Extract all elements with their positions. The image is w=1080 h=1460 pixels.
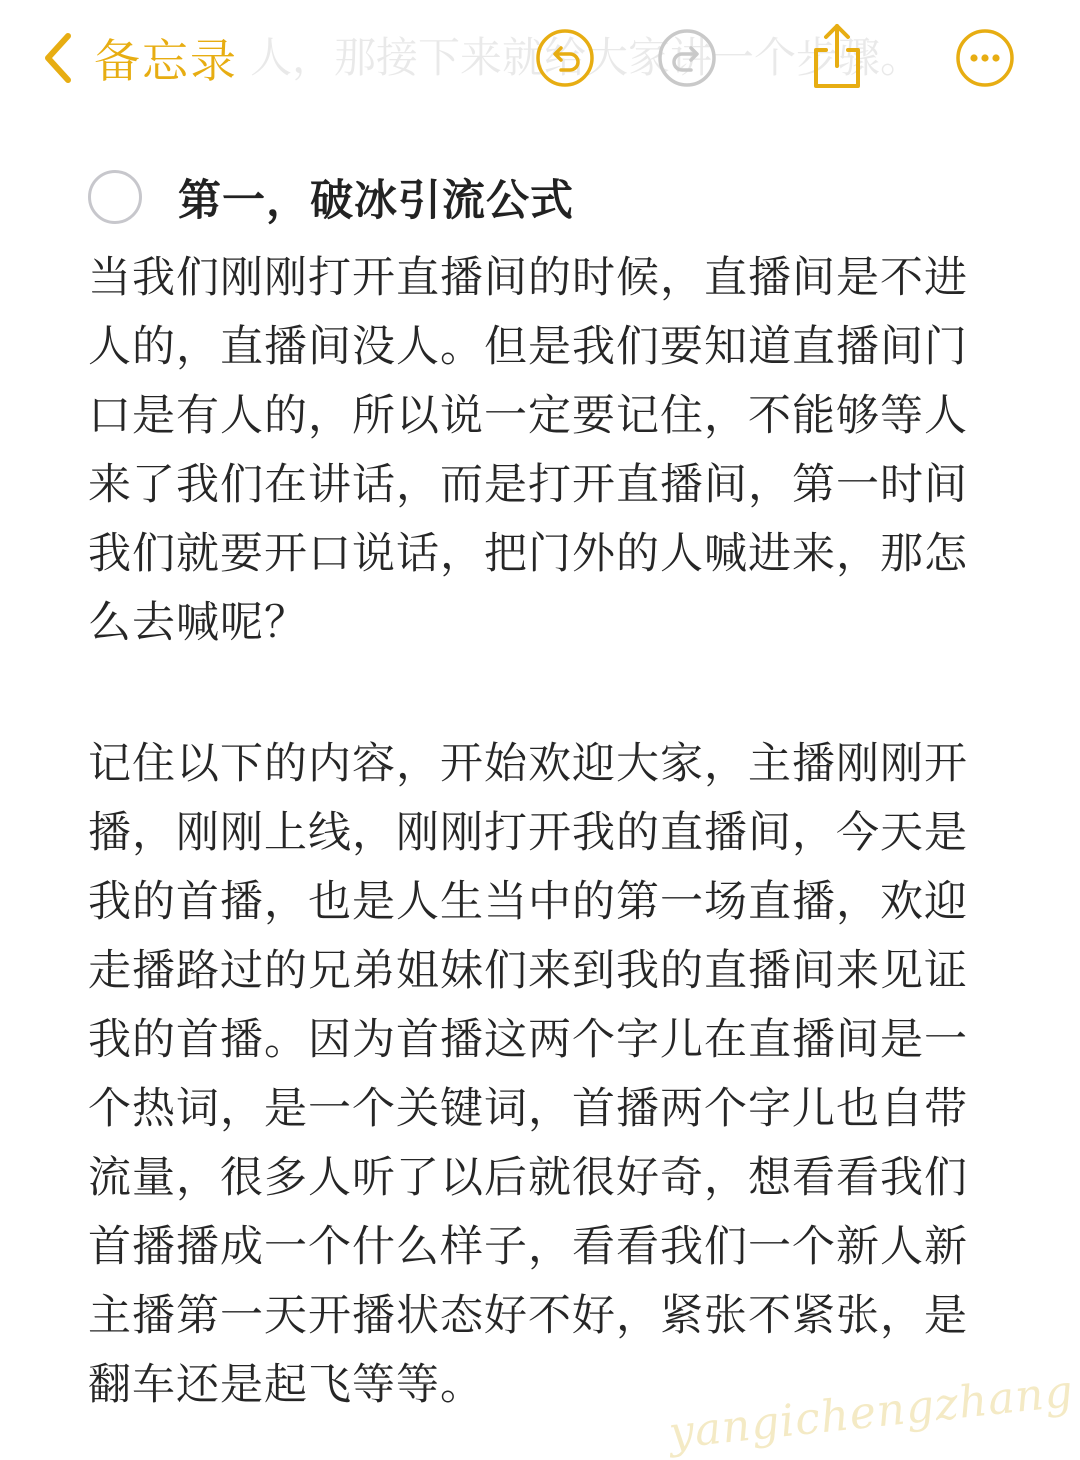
redo-button[interactable] [656,27,718,89]
more-button[interactable] [954,27,1016,89]
checklist-checkbox[interactable] [88,170,142,224]
chevron-left-icon [36,26,80,90]
navigation-bar [0,0,1080,120]
back-button[interactable] [36,22,238,94]
more-icon [954,27,1016,89]
undo-button[interactable] [534,27,596,89]
back-label: 备忘录 [94,34,238,88]
checklist-item [88,162,574,232]
note-heading[interactable]: 第一，破冰引流公式 [178,175,574,226]
watermark: yangichengzhang [665,1365,1076,1460]
redo-icon [656,27,718,89]
share-icon [804,20,870,92]
note-paragraph[interactable]: 当我们刚刚打开直播间的时候，直播间是不进人的，直播间没人。但是我们要知道直播间门口是有人的，所以说一定要记住，不能够等人来了我们在讲话，而是打开直播间，第一时间我们就要开口说话，把门外的人喊进来，那怎么去喊呢？ [88,253,968,648]
note-paragraph[interactable]: 记住以下的内容，开始欢迎大家，主播刚刚开播，刚刚上线，刚刚打开我的直播间，今天是我的首播，也是人生当中的第一场直播，欢迎走播路过的兄弟姐妹们来到我的直播间来见证我的首播。因为首播这两个字儿在直播间是一个热词，是一个关键词，首播两个字儿也自带流量，很多人听了以后就很好奇，想看看我们首播播成一个什么样子，看看我们一个新人新主播第一天开播状态好不好，紧张不紧张，是翻车还是起飞等等。 [88,739,968,1410]
scrolled-text-behind-bar: 人，那接下来就给大家讲一个步骤。 [250,33,923,82]
share-button[interactable] [804,20,870,92]
undo-icon [534,27,596,89]
